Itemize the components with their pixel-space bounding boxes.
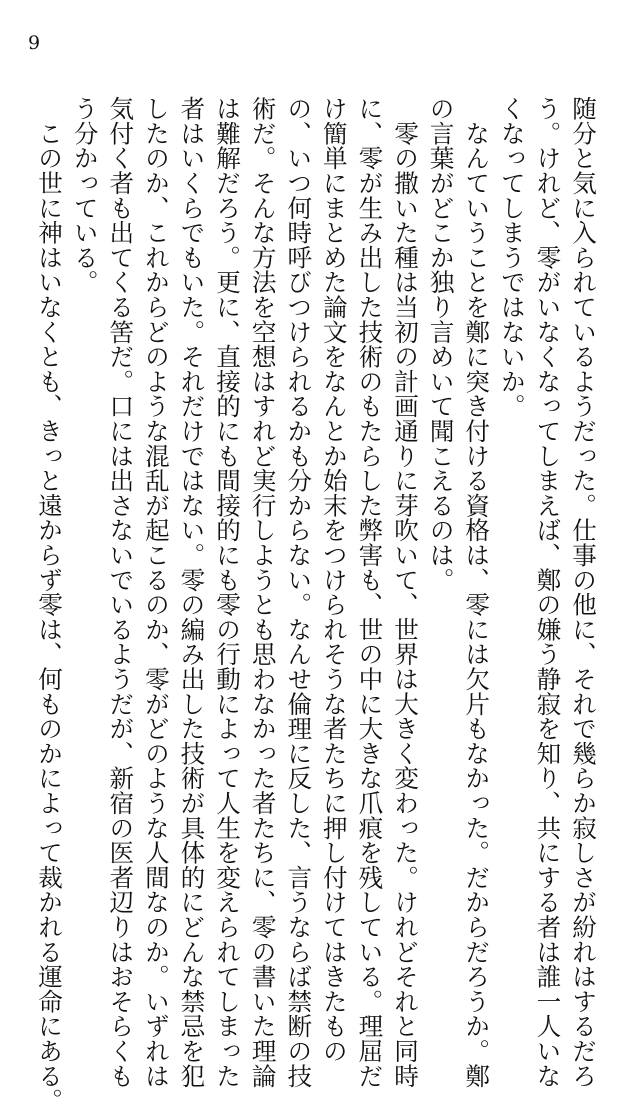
- text-line: したのか、これからどのような混乱が起こるのか、零がどのような人間なのか。いずれは: [141, 96, 171, 1088]
- text-line: け簡単にまとめた論文をなんとか始末をつけられそうな者たちに押し付けてはきたもの: [319, 96, 349, 1064]
- text-line: 随分と気に入られているようだった。仕事の他に、それで幾らか寂しさが紛れはするだろ: [569, 96, 598, 1088]
- text-line: 気付く者も出てくる筈だ。口には出さないでいるようだが、新宿の医者辺りはおそらくも: [106, 96, 136, 1088]
- text-line: 術だ。そんな方法を空想はすれど実行しようとも思わなかった者たちに、零の書いた理論: [248, 96, 278, 1088]
- text-line: この世に神はいなくとも、きっと遠からず零は、何ものかによって裁かれる運命にある。: [35, 96, 65, 1113]
- text-line: う分かっている。: [70, 96, 100, 295]
- text-line: う。けれど、零がいなくなってしまえば、鄭の嫌う静寂を知り、共にする者は誰一人いな: [533, 96, 563, 1088]
- page-number: 9: [28, 32, 41, 54]
- text-line: なんていうことを鄭に突き付ける資格は、零には欠片もなかった。だからだろうか。鄭: [462, 96, 492, 1088]
- text-line: は難解だろう。更に、直接的にも間接的にも零の行動によって人生を変えられてしまった: [213, 96, 243, 1088]
- text-line: 者はいくらでもいた。それだけではない。零の編み出した技術が具体的にどんな禁忌を犯: [177, 96, 207, 1088]
- text-line: の、いつ何時呼びつけられるかも分からない。なんせ倫理に反した、言うならば禁断の技: [284, 96, 314, 1088]
- text-line: に、零が生み出した技術のもたらした弊害も、世の中に大きな爪痕を残している。理屈だ: [355, 96, 385, 1088]
- vertical-text-body: [35, 96, 601, 1113]
- text-line: 零の撒いた種は当初の計画通りに芽吹いて、世界は大きく変わった。けれどそれと同時: [391, 96, 421, 1088]
- text-line: くなってしまうではないか。: [497, 96, 527, 419]
- text-line: の言葉がどこか独り言めいて聞こえるのは。: [426, 96, 456, 592]
